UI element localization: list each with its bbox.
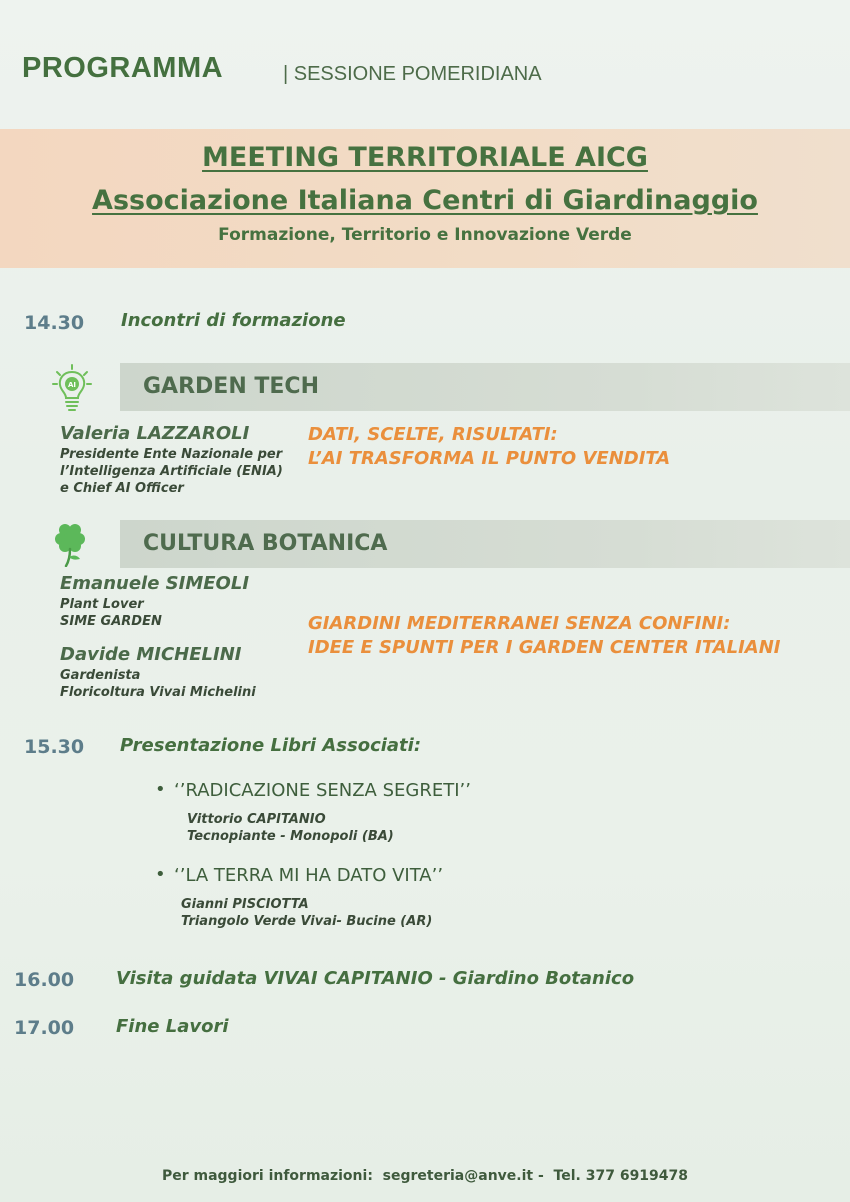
bullet-icon: • [155,779,166,800]
schedule-time: 15.30 [24,736,85,758]
section-title: CULTURA BOTANICA [143,531,388,556]
schedule-title: Visita guidata VIVAI CAPITANIO - Giardino Botanico [116,968,635,989]
speaker-name: Emanuele SIMEOLI [60,573,250,594]
speaker-role: Presidente Ente Nazionale per l’Intelligenza Artificiale (ENIA) e Chief AI Officer [60,447,283,496]
book-title: ‘’RADICAZIONE SENZA SEGRETI’’ [174,780,471,801]
footer-contact [0,1168,850,1184]
clover-icon [54,521,86,567]
ai-icon-label: AI [67,381,77,389]
bullet-icon: • [155,864,166,885]
section-bar-cultura-botanica [120,520,850,568]
session-label: | SESSIONE POMERIDIANA [283,63,542,85]
speaker-name: Davide MICHELINI [60,644,242,665]
footer-label: Per maggiori informazioni: [161,1168,373,1184]
section-title: GARDEN TECH [143,374,319,399]
footer-phone[interactable]: Tel. 377 6919478 [553,1168,689,1184]
section-bar-garden-tech [120,363,850,411]
speaker-role: Gardenista Floricoltura Vivai Michelini [60,668,256,700]
banner-tagline: Formazione, Territorio e Innovazione Verde [218,225,632,245]
schedule-title: Presentazione Libri Associati: [120,735,422,756]
schedule-time: 14.30 [24,312,85,334]
schedule-title: Incontri di formazione [121,310,346,331]
footer-email[interactable]: segreteria@anve.it [382,1168,534,1184]
book-author: Gianni PISCIOTTA Triangolo Verde Vivai- Bucine (AR) [181,897,433,929]
talk-title: GIARDINI MEDITERRANEI SENZA CONFINI: IDEE E SPUNTI PER I GARDEN CENTER ITALIANI [308,613,781,658]
talk-title: DATI, SCELTE, RISULTATI: L’AI TRASFORMA IL PUNTO VENDITA [308,424,671,469]
speaker-name: Valeria LAZZAROLI [60,423,250,444]
book-author: Vittorio CAPITANIO Tecnopiante - Monopoli (BA) [187,812,394,844]
speaker-role: Plant Lover SIME GARDEN [60,597,162,629]
ai-lightbulb-icon [52,364,92,414]
book-title: ‘’LA TERRA MI HA DATO VITA’’ [174,865,444,886]
schedule-time: 16.00 [14,969,75,991]
schedule-time: 17.00 [14,1017,75,1039]
page-title: PROGRAMMA [22,52,224,84]
footer-separator: - [537,1168,544,1184]
event-banner [0,129,850,268]
banner-subtitle: Associazione Italiana Centri di Giardinaggio [92,185,758,216]
banner-title: MEETING TERRITORIALE AICG [202,142,648,173]
schedule-title: Fine Lavori [116,1016,229,1037]
